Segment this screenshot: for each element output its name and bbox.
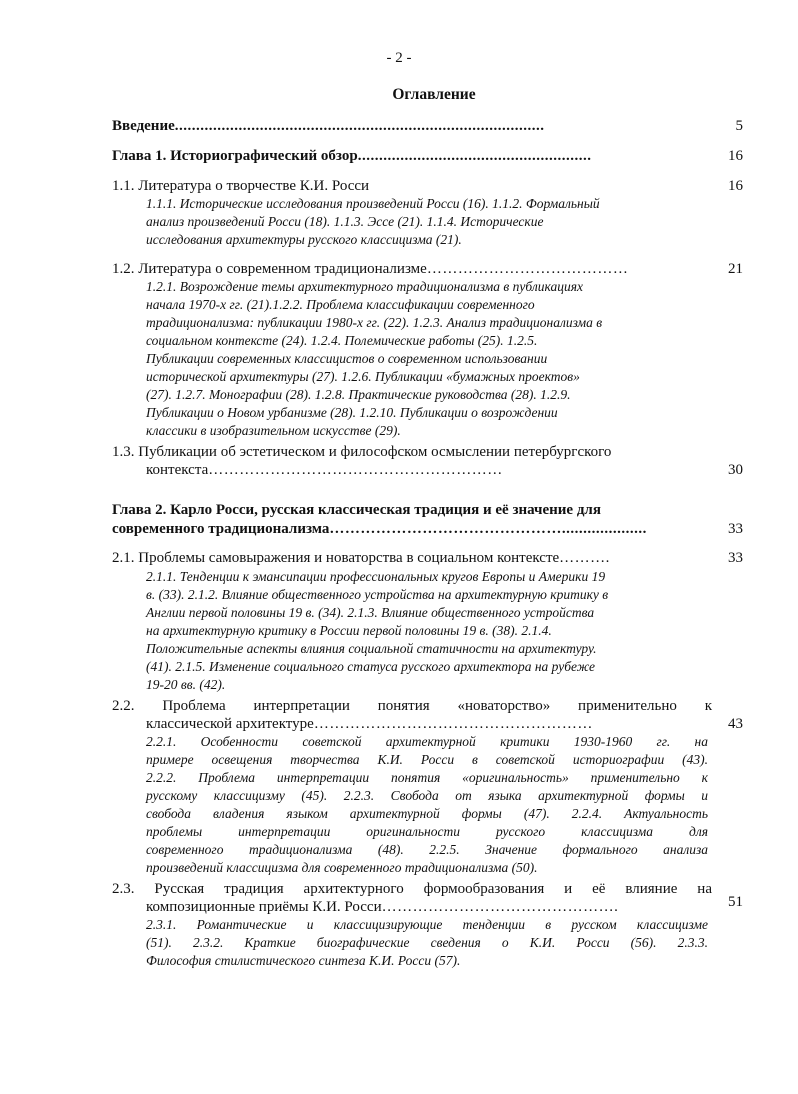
toc-subsection-line: классики в изобразительном искусстве (29).: [146, 423, 401, 438]
toc-subsection-line: на архитектурную критику в России первой половины 19 в. (38). 2.1.4.: [146, 623, 552, 638]
toc-entry-title: Глава 1. Историографический обзор: [112, 148, 358, 164]
toc-entry-section-1-2[interactable]: [112, 260, 712, 278]
toc-subsection-line: в. (33). 2.1.2. Влияние общественного устройства на архитектурную критику в: [146, 587, 609, 602]
toc-leader-dots: …………………………………………………: [208, 462, 503, 478]
toc-subsection-list: [146, 916, 708, 970]
toc-subsection-list: [146, 733, 708, 877]
page-title: Оглавление: [392, 86, 476, 103]
toc-page-number: 33: [728, 550, 743, 566]
toc-subsection-line: исторической архитектуры (27). 1.2.6. Публикации «бумажных проектов»: [146, 369, 580, 384]
toc-subsection-line: (41). 2.1.5. Изменение социального статуса русского архитектора на рубеже: [146, 659, 596, 674]
toc-entry-title: современного традиционализма: [112, 521, 330, 537]
toc-entry-title: 2.1. Проблемы самовыражения и новаторства в социальном контексте: [112, 550, 560, 566]
toc-entry-chapter-1[interactable]: [112, 147, 712, 165]
toc-entry-title: Введение: [112, 118, 175, 134]
toc-page-number: 43: [728, 716, 743, 732]
toc-subsection-line: традиционализма: публикации 1980-х гг. (22). 1.2.3. Анализ традиционализма в: [146, 315, 603, 330]
toc-subsection-line: примере освещения творчества К.И. Росси в советской историографии (43).: [146, 752, 708, 767]
toc-leader-dots: ……………………………………….: [381, 899, 619, 915]
toc-subsection-line: проблемы интерпретации оригинальности русского классицизма для: [146, 824, 708, 839]
toc-page-number: 16: [728, 148, 743, 164]
toc-subsection-line: анализ произведений Росси (18). 1.1.3. Эссе (21). 1.1.4. Исторические: [146, 214, 544, 229]
toc-subsection-line: 1.2.1. Возрождение темы архитектурного традиционализма в публикациях: [146, 279, 583, 294]
page-number: - 2 -: [386, 50, 412, 66]
toc-subsection-line: Англии первой половины 19 в. (34). 2.1.3. Влияние общественного устройства: [146, 605, 595, 620]
toc-page-number: 21: [728, 261, 743, 277]
toc-page-number: 51: [728, 894, 743, 910]
toc-subsection-line: произведений классицизма для современного традиционализма (50).: [146, 860, 538, 875]
toc-entry-section-2-3[interactable]: 2.3. Русская традиция архитектурного формообразования и её влияние на: [112, 881, 712, 897]
toc-subsection-list: [146, 278, 708, 440]
toc-subsection-line: Положительные аспекты влияния социальной статичности на архитектуру.: [146, 641, 597, 656]
toc-subsection-list: [146, 568, 708, 694]
toc-subsection-line: Философия стилистического синтеза К.И. Росси (57).: [146, 953, 461, 968]
toc-leader-dots: ………………………………………………: [313, 716, 593, 732]
toc-entry-chapter-2-cont[interactable]: [112, 520, 712, 538]
toc-subsection-line: 2.1.1. Тенденции к эмансипации профессиональных кругов Европы и Америки 19: [146, 569, 606, 584]
toc-entry-section-2-3-cont[interactable]: [146, 898, 712, 916]
toc-subsection-line: Публикации о Новом урбанизме (28). 1.2.10. Публикации о возрождении: [146, 405, 558, 420]
toc-page-number: 16: [728, 178, 743, 194]
toc-leader-dots: .......................................................: [357, 148, 592, 164]
toc-entry-title: контекста: [146, 462, 209, 478]
toc-subsection-line: (27). 1.2.7. Монографии (28). 1.2.8. Практические руководства (28). 1.2.9.: [146, 387, 571, 402]
toc-page-number: 33: [728, 521, 743, 537]
toc-entry-section-1-3[interactable]: 1.3. Публикации об эстетическом и философском осмыслении петербургского: [112, 444, 612, 460]
toc-entry-title: композиционные приёмы К.И. Росси: [146, 899, 382, 915]
toc-subsection-line: 2.2.2. Проблема интерпретации понятия «оригинальность» применительно к: [146, 770, 708, 785]
toc-subsection-line: 2.3.1. Романтические и классицизирующие тенденции в русском классицизме: [146, 917, 708, 932]
toc-subsection-line: Публикации современных классицистов о современном использовании: [146, 351, 548, 366]
toc-entry-title: классической архитектуре: [146, 716, 314, 732]
toc-entry-section-2-2[interactable]: 2.2. Проблема интерпретации понятия «новаторство» применительно к: [112, 698, 712, 714]
toc-leader-dots: …………………………………: [426, 261, 629, 277]
toc-subsection-list: [146, 195, 708, 249]
toc-entry-section-2-2-cont[interactable]: [146, 715, 712, 733]
toc-subsection-line: 1.1.1. Исторические исследования произведений Росси (16). 1.1.2. Формальный: [146, 196, 600, 211]
toc-leader-dots: .......................................................................................: [174, 118, 545, 134]
toc-leader-dots: ………………………………………....................: [329, 521, 647, 537]
toc-subsection-line: социальном контексте (24). 1.2.4. Полемические работы (25). 1.2.5.: [146, 333, 538, 348]
toc-subsection-line: 2.2.1. Особенности советской архитектурной критики 1930-1960 гг. на: [146, 734, 708, 749]
toc-subsection-line: русскому классицизму (45). 2.2.3. Свобода от языка архитектурной формы и: [146, 788, 708, 803]
toc-entry-title: 1.2. Литература о современном традиционализме: [112, 261, 427, 277]
toc-page-number: 5: [735, 118, 743, 134]
toc-entry-section-1-3-cont[interactable]: [146, 461, 712, 479]
toc-subsection-line: исследования архитектуры русского классицизма (21).: [146, 232, 462, 247]
toc-entry-chapter-2[interactable]: Глава 2. Карло Росси, русская классическая традиция и её значение для: [112, 502, 601, 518]
toc-subsection-line: 19-20 вв. (42).: [146, 677, 226, 692]
toc-subsection-line: (51). 2.3.2. Краткие биографические сведения о К.И. Росси (56). 2.3.3.: [146, 935, 708, 950]
toc-subsection-line: свобода владения языком архитектурной формы (47). 2.2.4. Актуальность: [146, 806, 708, 821]
toc-leader-dots: ……….: [559, 550, 610, 566]
toc-subsection-line: начала 1970-х гг. (21).1.2.2. Проблема классификации современного: [146, 297, 535, 312]
toc-entry-section-2-1[interactable]: [112, 549, 712, 567]
toc-entry-section-1-1[interactable]: 1.1. Литература о творчестве К.И. Росси: [112, 178, 370, 194]
toc-entry-introduction[interactable]: [112, 117, 712, 135]
toc-page-number: 30: [728, 462, 743, 478]
toc-subsection-line: современного традиционализма (48). 2.2.5. Значение формального анализа: [146, 842, 708, 857]
